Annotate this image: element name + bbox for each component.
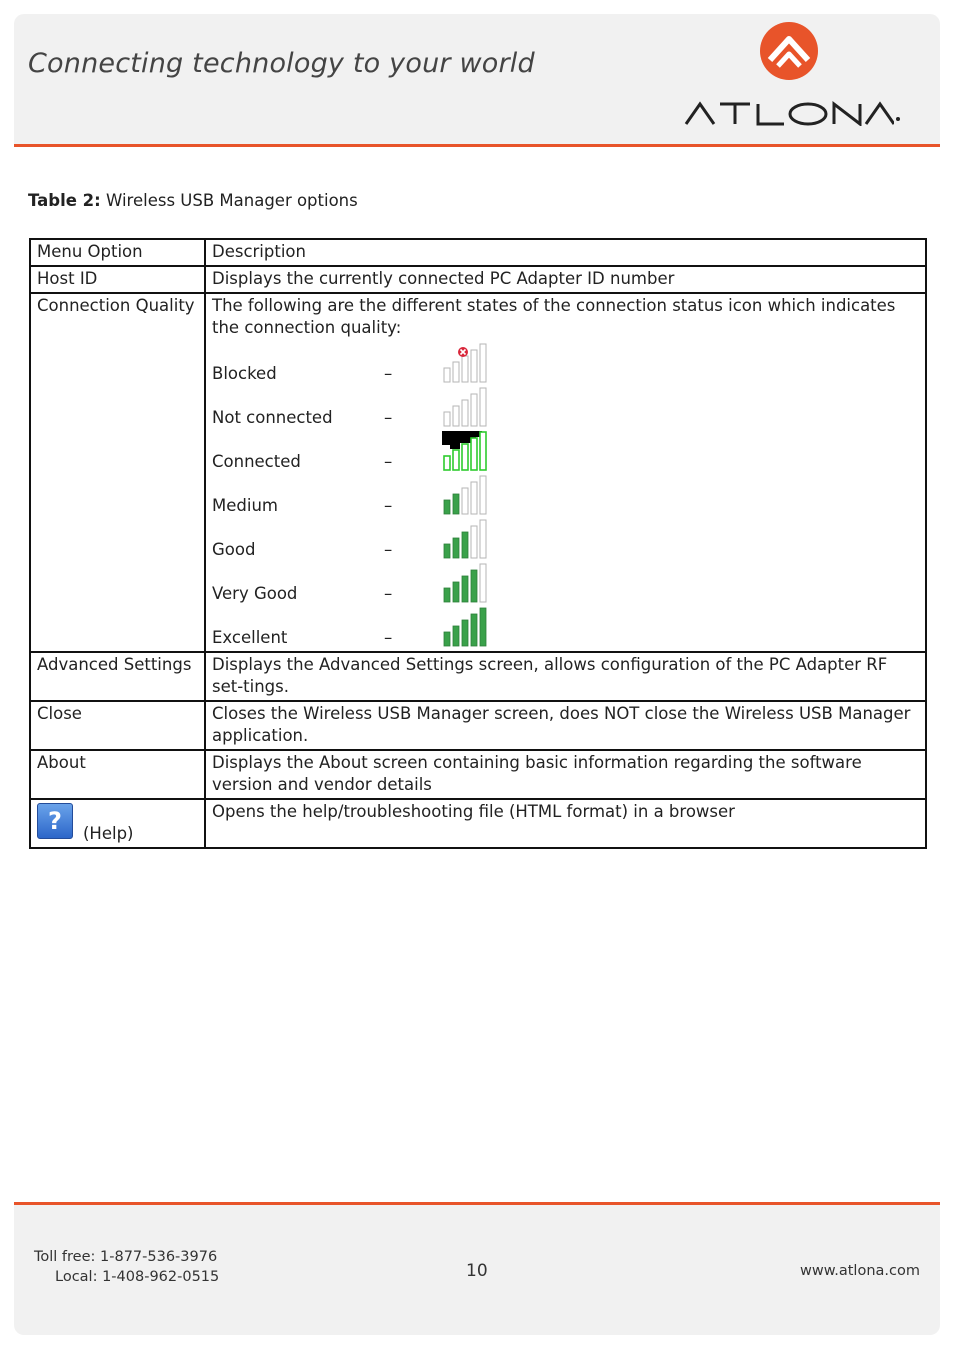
signal-bar bbox=[453, 494, 459, 514]
row-description: Displays the Advanced Settings screen, allows configuration of the PC Adapter RF set-tings. bbox=[205, 652, 926, 701]
signal-bar bbox=[444, 500, 450, 514]
row-option: About bbox=[30, 750, 205, 799]
row-option: Host ID bbox=[30, 266, 205, 293]
signal-bar bbox=[444, 412, 450, 426]
signal-medium-icon bbox=[442, 475, 490, 515]
signal-bar bbox=[471, 526, 477, 558]
connection-state-dash: – bbox=[384, 584, 393, 603]
signal-excellent-icon bbox=[442, 607, 490, 647]
tagline: Connecting technology to your world bbox=[28, 48, 535, 79]
row-option bbox=[30, 799, 205, 848]
signal-bar bbox=[471, 570, 477, 602]
connection-state-row bbox=[212, 429, 919, 473]
row-description: Displays the currently connected PC Adapter ID number bbox=[205, 266, 926, 293]
signal-good-icon bbox=[442, 519, 490, 559]
signal-bar bbox=[444, 544, 450, 558]
signal-bar bbox=[462, 488, 468, 514]
atlona-wordmark bbox=[684, 100, 894, 126]
signal-bar bbox=[462, 532, 468, 558]
connection-state-label: Very Good bbox=[212, 584, 298, 603]
table-caption bbox=[28, 191, 358, 210]
connection-state-dash: – bbox=[384, 452, 393, 471]
connection-state-row bbox=[212, 385, 919, 429]
signal-bar bbox=[444, 588, 450, 602]
local-number: Local: 1-408-962-0515 bbox=[55, 1269, 220, 1285]
connection-states-list bbox=[212, 341, 919, 649]
connection-state-row bbox=[212, 473, 919, 517]
row-description: Opens the help/troubleshooting file (HTML format) in a browser bbox=[205, 799, 926, 848]
signal-bar bbox=[444, 456, 450, 470]
signal-bar bbox=[453, 450, 459, 470]
connection-state-row bbox=[212, 605, 919, 649]
row-description: Closes the Wireless USB Manager screen, does NOT close the Wireless USB Manager application. bbox=[205, 701, 926, 750]
caption-text: Wireless USB Manager options bbox=[106, 191, 358, 210]
toll-free-number: Toll free: 1-877-536-3976 bbox=[34, 1249, 218, 1265]
page-number: 10 bbox=[466, 1261, 488, 1281]
signal-bar bbox=[471, 614, 477, 646]
signal-bar bbox=[471, 350, 477, 382]
signal-bar bbox=[462, 444, 468, 470]
table-row bbox=[30, 701, 926, 750]
row-description: Displays the About screen containing basic information regarding the software version and vendor details bbox=[205, 750, 926, 799]
caption-label: Table 2: bbox=[28, 191, 101, 210]
signal-bar bbox=[462, 400, 468, 426]
connection-state-row bbox=[212, 517, 919, 561]
signal-bar bbox=[462, 576, 468, 602]
signal-bar bbox=[453, 582, 459, 602]
signal-bar bbox=[453, 362, 459, 382]
header-rule bbox=[14, 144, 940, 147]
options-table bbox=[29, 238, 927, 849]
connection-state-dash: – bbox=[384, 496, 393, 515]
signal-bar bbox=[453, 538, 459, 558]
signal-bar bbox=[453, 626, 459, 646]
table-row bbox=[30, 799, 926, 848]
signal-bar bbox=[480, 388, 486, 426]
connection-state-label: Excellent bbox=[212, 628, 288, 647]
signal-bar bbox=[453, 406, 459, 426]
connection-state-label: Blocked bbox=[212, 364, 277, 383]
signal-blocked-icon bbox=[442, 343, 490, 383]
signal-very-good-icon bbox=[442, 563, 490, 603]
row-description bbox=[205, 293, 926, 652]
signal-bar bbox=[462, 620, 468, 646]
help-icon[interactable]: ? bbox=[37, 803, 73, 839]
table-row bbox=[30, 293, 926, 652]
row-option: Advanced Settings bbox=[30, 652, 205, 701]
connection-state-dash: – bbox=[384, 364, 393, 383]
signal-bar bbox=[480, 432, 486, 470]
atlona-logo-icon bbox=[758, 20, 820, 82]
table-header-row bbox=[30, 239, 926, 266]
header-description: Description bbox=[205, 239, 926, 266]
signal-bar bbox=[480, 344, 486, 382]
signal-connected-icon bbox=[442, 431, 490, 471]
signal-none-icon bbox=[442, 387, 490, 427]
connection-state-dash: – bbox=[384, 408, 393, 427]
table-row bbox=[30, 652, 926, 701]
signal-bar bbox=[471, 394, 477, 426]
connection-state-label: Not connected bbox=[212, 408, 333, 427]
logo-dot bbox=[896, 117, 900, 121]
header-option: Menu Option bbox=[30, 239, 205, 266]
connection-state-row bbox=[212, 561, 919, 605]
signal-bar bbox=[471, 482, 477, 514]
signal-bar bbox=[480, 520, 486, 558]
row-option: Connection Quality bbox=[30, 293, 205, 652]
connection-state-dash: – bbox=[384, 540, 393, 559]
signal-bar bbox=[480, 608, 486, 646]
table-row bbox=[30, 750, 926, 799]
signal-bar bbox=[444, 632, 450, 646]
signal-bar bbox=[462, 356, 468, 382]
connection-state-label: Good bbox=[212, 540, 256, 559]
help-label: (Help) bbox=[83, 824, 134, 843]
connection-state-dash: – bbox=[384, 628, 393, 647]
table-row bbox=[30, 266, 926, 293]
connection-state-label: Connected bbox=[212, 452, 301, 471]
connection-state-row bbox=[212, 341, 919, 385]
connection-quality-intro: The following are the different states of the connection status icon which indicates the connection quality: bbox=[212, 296, 896, 337]
connection-state-label: Medium bbox=[212, 496, 278, 515]
signal-bar bbox=[480, 564, 486, 602]
signal-bar bbox=[471, 438, 477, 470]
website-link[interactable]: www.atlona.com bbox=[800, 1263, 920, 1279]
signal-bar bbox=[480, 476, 486, 514]
signal-bar bbox=[444, 368, 450, 382]
row-option: Close bbox=[30, 701, 205, 750]
